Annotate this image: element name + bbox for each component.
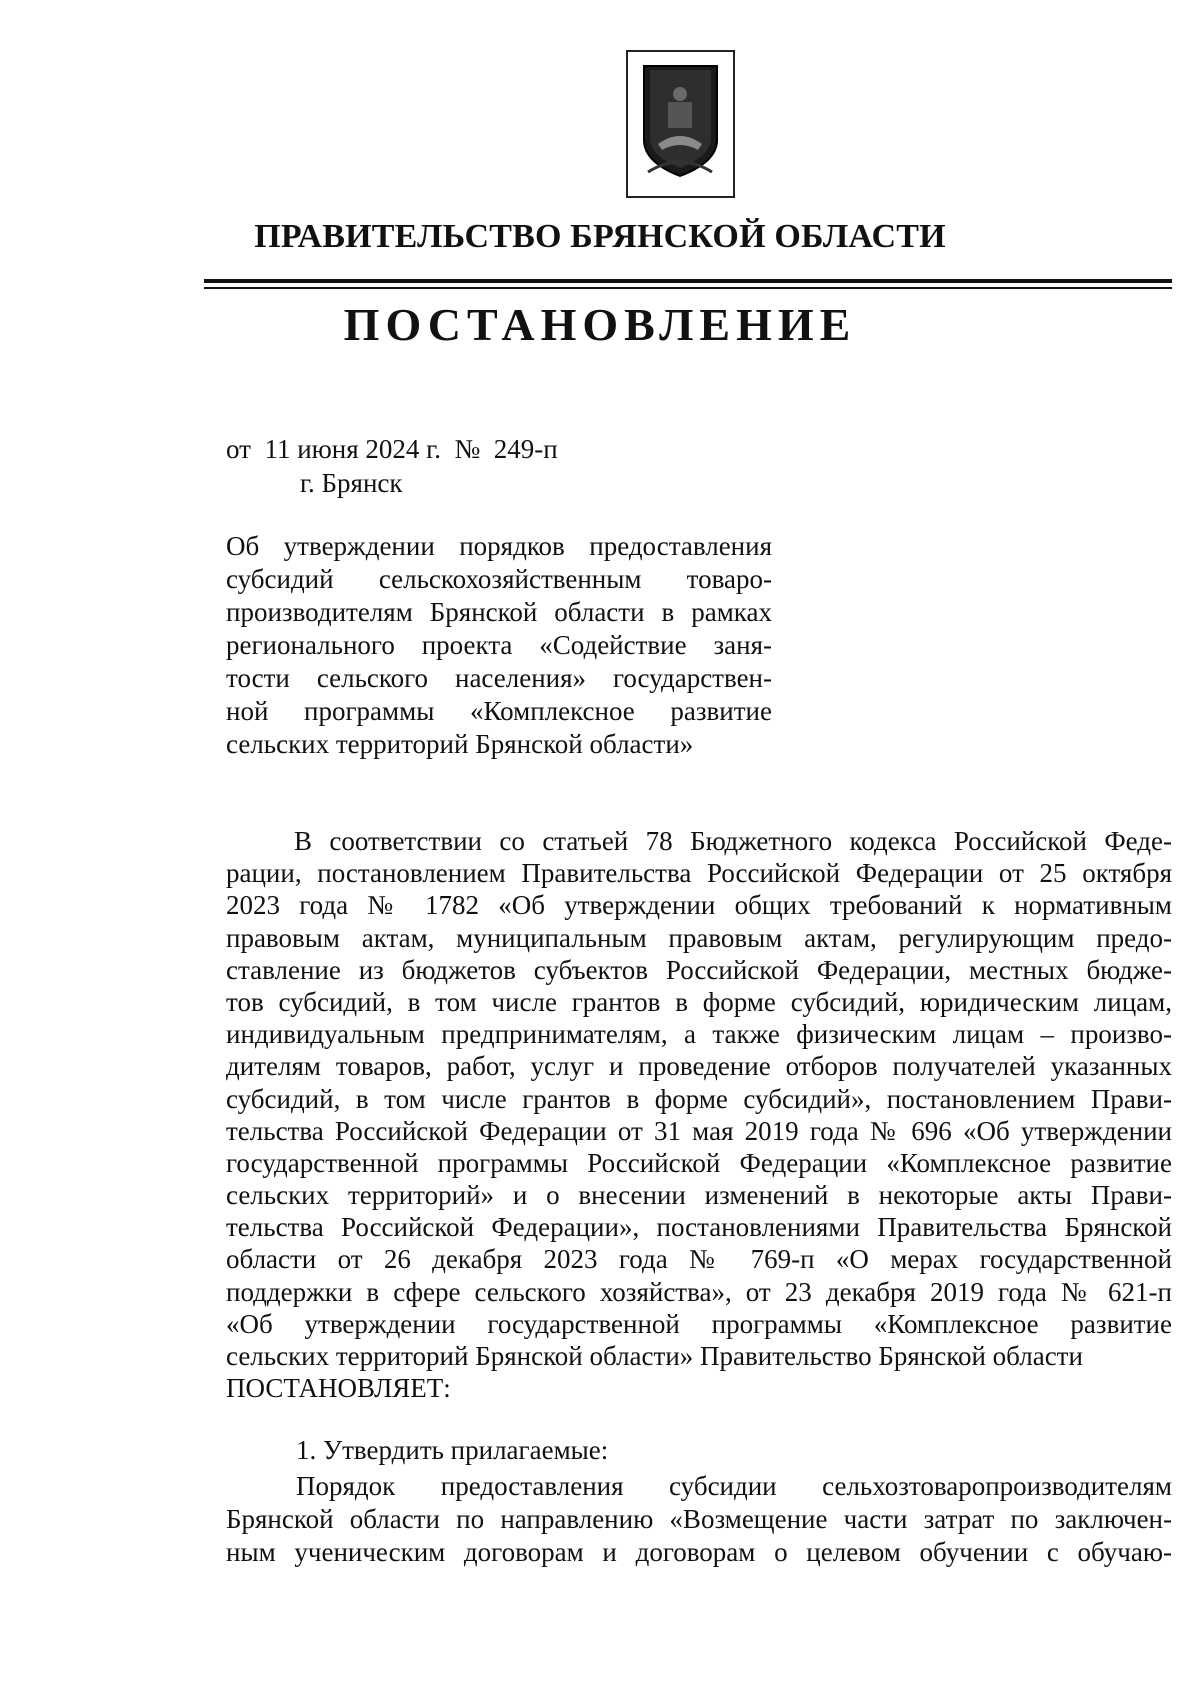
organization-name: ПРАВИТЕЛЬСТВО БРЯНСКОЙ ОБЛАСТИ [254,218,946,255]
preamble-line: ставление из бюджетов субъектов Российской Федерации, местных бюдже- [226,954,1172,985]
subject-line: тости сельского населения» государствен- [226,663,772,693]
preamble-resolves: ПОСТАНОВЛЯЕТ: [226,1373,451,1404]
header-divider-thick [204,279,1172,283]
item-1-line: Порядок предоставления субсидии сельхозтоваропроизводителям [296,1471,1172,1501]
item-1-line: Брянской области по направлению «Возмещение части затрат по заключен- [226,1504,1172,1534]
preamble-line: дителям товаров, работ, услуг и проведение отборов получателей указанных [226,1051,1172,1082]
preamble-line: тельства Российской Федерации», постановлениями Правительства Брянской [226,1212,1172,1243]
preamble-line: «Об утверждении государственной программы «Комплексное развитие [226,1308,1172,1339]
subject-line: субсидий сельскохозяйственным товаро- [226,564,772,594]
subject-line: сельских территорий Брянской области» [226,729,694,759]
item-1-paragraph [226,1470,1172,1569]
preamble-line: сельских территорий Брянской области» Правительство Брянской области [226,1341,1083,1371]
preamble-line: правовым актам, муниципальным правовым актам, регулирующим предо- [226,922,1172,953]
preamble-line: индивидуальным предпринимателям, а также физическим лицам – произво- [226,1019,1172,1050]
coat-of-arms-emblem [626,50,735,198]
document-subject [226,530,772,761]
header-divider-thin [204,287,1172,289]
preamble-line: сельских территорий» и о внесении изменений в некоторые акты Прави- [226,1180,1172,1211]
preamble-line: тельства Российской Федерации от 31 мая 2019 года № 696 «Об утверждении [226,1115,1172,1146]
preamble-line: субсидий, в том числе грантов в форме субсидий», постановлением Прави- [226,1083,1172,1114]
preamble-line: поддержки в сфере сельского хозяйства», от 23 декабря 2019 года № 621-п [226,1276,1172,1307]
preamble-line: 2023 года № 1782 «Об утверждении общих требований к нормативным [226,890,1172,921]
document-type-title: ПОСТАНОВЛЕНИЕ [343,299,857,350]
document-date-number: от 11 июня 2024 г. № 249-п [226,434,558,464]
preamble-line: тов субсидий, в том числе грантов в форме субсидий, юридическим лицам, [226,986,1172,1017]
preamble-line: В соответствии со статьей 78 Бюджетного кодекса Российской Феде- [294,826,1172,856]
preamble-line: рации, постановлением Правительства Российской Федерации от 25 октября [226,858,1172,889]
item-1-line: ным ученическим договорам и договорам о целевом обучении с обучаю- [226,1537,1172,1567]
item-1-heading: 1. Утвердить прилагаемые: [296,1435,609,1465]
subject-line: регионального проекта «Содействие заня- [226,630,772,660]
coat-of-arms-icon [628,52,733,196]
preamble-paragraph [226,825,1172,1404]
subject-line: ной программы «Комплексное развитие [226,696,772,726]
subject-line: производителям Брянской области в рамках [226,597,772,627]
preamble-line: государственной программы Российской Федерации «Комплексное развитие [226,1147,1172,1178]
document-city: г. Брянск [300,468,403,498]
preamble-line: области от 26 декабря 2023 года № 769-п «О мерах государственной [226,1244,1172,1275]
subject-line: Об утверждении порядков предоставления [226,531,772,561]
